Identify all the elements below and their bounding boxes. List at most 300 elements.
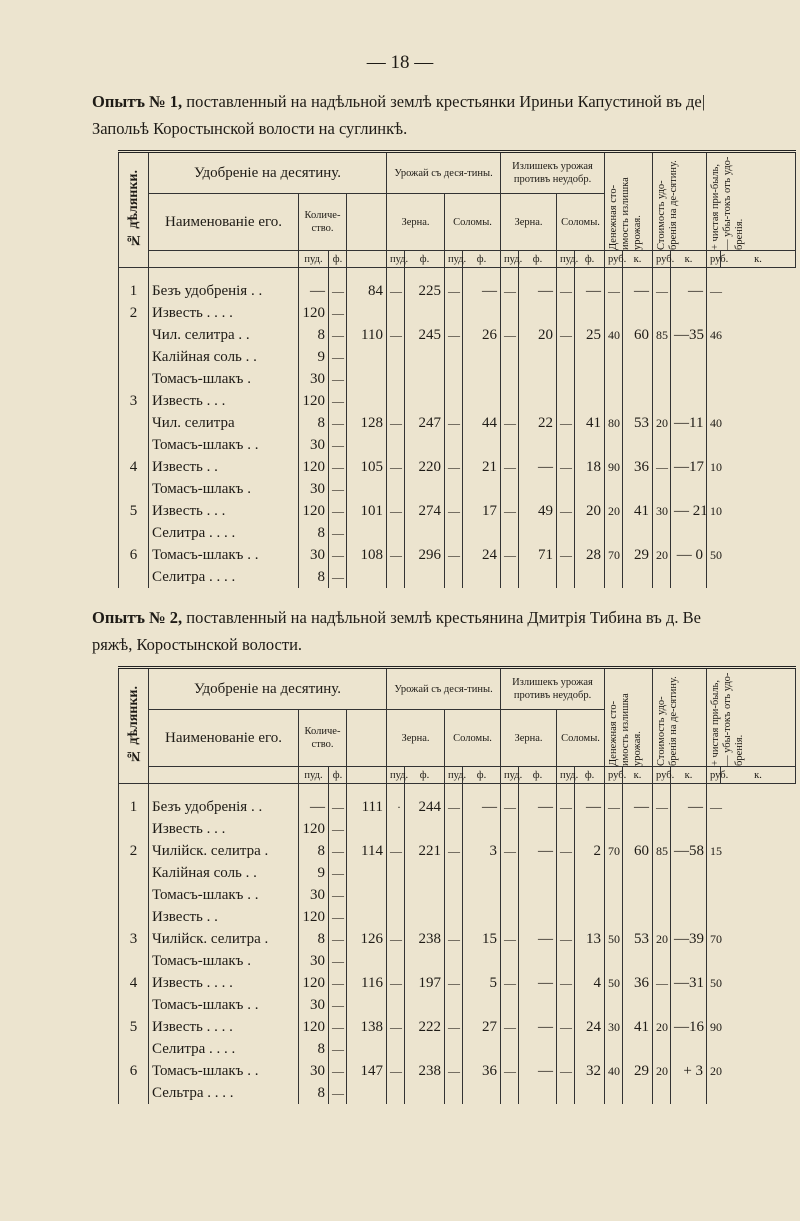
cell-col-2: 30 bbox=[299, 368, 329, 390]
cell-col-7 bbox=[445, 302, 463, 324]
cell-col-14 bbox=[623, 478, 653, 500]
cell-col-0 bbox=[119, 994, 149, 1016]
cell-col-7: — bbox=[445, 972, 463, 994]
cell-col-16: + 3 bbox=[671, 1060, 707, 1082]
gap-cell bbox=[299, 784, 329, 797]
cell-col-5 bbox=[387, 368, 405, 390]
cell-col-7 bbox=[445, 522, 463, 544]
unit-cell-8: пуд. bbox=[501, 767, 519, 784]
cell-col-0 bbox=[119, 906, 149, 928]
cell-col-3: — bbox=[329, 368, 347, 390]
cell-col-5: — bbox=[387, 544, 405, 566]
header-net-profit-label: + чистая при-быль, — убы-токъ отъ удо-бренія. bbox=[710, 672, 746, 766]
cell-col-11 bbox=[557, 434, 575, 456]
cell-col-10 bbox=[519, 906, 557, 928]
cell-col-16: — bbox=[671, 280, 707, 302]
experiment-1-table bbox=[118, 150, 796, 588]
gap-cell bbox=[329, 784, 347, 797]
cell-col-2: 9 bbox=[299, 346, 329, 368]
gap-cell bbox=[671, 784, 707, 797]
cell-col-4 bbox=[347, 368, 387, 390]
cell-col-3: — bbox=[329, 1038, 347, 1060]
header-fertilizer: Удобреніе на десятину. bbox=[149, 668, 387, 710]
cell-col-12: — bbox=[575, 796, 605, 818]
cell-col-14 bbox=[623, 522, 653, 544]
cell-col-7 bbox=[445, 390, 463, 412]
cell-col-14: 29 bbox=[623, 1060, 653, 1082]
cell-col-1: Томасъ-шлакъ . . bbox=[152, 996, 259, 1013]
cell-col-5 bbox=[387, 818, 405, 840]
cell-col-17: 20 bbox=[707, 1060, 721, 1082]
gap-cell bbox=[463, 784, 501, 797]
cell-col-3: — bbox=[329, 1016, 347, 1038]
header-spacer bbox=[347, 194, 387, 251]
cell-col-7 bbox=[445, 566, 463, 588]
cell-col-14: — bbox=[623, 280, 653, 302]
cell-col-4 bbox=[347, 566, 387, 588]
cell-col-8: — bbox=[463, 280, 501, 302]
cell-col-17 bbox=[707, 818, 721, 840]
cell-col-2: 8 bbox=[299, 522, 329, 544]
cell-col-6: 296 bbox=[405, 544, 445, 566]
cell-col-12: 13 bbox=[575, 928, 605, 950]
cell-col-3: — bbox=[329, 928, 347, 950]
cell-col-2: 120 bbox=[299, 1016, 329, 1038]
unit-cell-3 bbox=[347, 251, 387, 268]
table-row bbox=[119, 478, 796, 500]
cell-col-12 bbox=[575, 390, 605, 412]
cell-col-12 bbox=[575, 566, 605, 588]
cell-col-1: Известь . . bbox=[152, 458, 218, 475]
unit-cell-13: к. bbox=[623, 251, 653, 268]
cell-col-11: — bbox=[557, 840, 575, 862]
cell-col-9: — bbox=[501, 324, 519, 346]
cell-col-13 bbox=[605, 368, 623, 390]
table-row bbox=[119, 280, 796, 302]
cell-col-1: Чил. селитра bbox=[152, 414, 235, 431]
cell-col-7: — bbox=[445, 928, 463, 950]
cell-col-6 bbox=[405, 1082, 445, 1104]
header-quantity: Количе-ство. bbox=[299, 194, 347, 251]
table-row bbox=[119, 346, 796, 368]
table-row bbox=[119, 950, 796, 972]
cell-col-13 bbox=[605, 346, 623, 368]
cell-col-9 bbox=[501, 346, 519, 368]
cell-col-17 bbox=[707, 302, 721, 324]
cell-col-4: 138 bbox=[347, 1016, 387, 1038]
cell-col-13 bbox=[605, 884, 623, 906]
cell-col-13: 70 bbox=[605, 840, 623, 862]
cell-col-5 bbox=[387, 346, 405, 368]
gap-cell bbox=[119, 784, 149, 797]
gap-cell bbox=[707, 268, 721, 281]
cell-col-1: Томасъ-шлакъ . bbox=[152, 952, 251, 969]
gap-cell bbox=[575, 268, 605, 281]
header-surplus-straw: Соломы. bbox=[557, 710, 605, 767]
cell-col-9: — bbox=[501, 840, 519, 862]
cell-col-11: — bbox=[557, 1016, 575, 1038]
cell-col-7: — bbox=[445, 1016, 463, 1038]
cell-col-12 bbox=[575, 368, 605, 390]
cell-col-10 bbox=[519, 884, 557, 906]
unit-cell-14: руб. bbox=[653, 767, 671, 784]
gap-cell bbox=[605, 268, 623, 281]
table-row bbox=[119, 544, 796, 566]
cell-col-17: 10 bbox=[707, 500, 721, 522]
cell-col-14 bbox=[623, 390, 653, 412]
header-money-value-label: Денежная сто-имость излишка урожая. bbox=[608, 692, 644, 766]
cell-col-12: 25 bbox=[575, 324, 605, 346]
cell-col-8: 5 bbox=[463, 972, 501, 994]
cell-col-6 bbox=[405, 862, 445, 884]
cell-col-16 bbox=[671, 818, 707, 840]
cell-col-5 bbox=[387, 1082, 405, 1104]
cell-col-17 bbox=[707, 566, 721, 588]
cell-col-7: — bbox=[445, 324, 463, 346]
cell-col-1: Томасъ-шлакъ . . bbox=[152, 436, 259, 453]
cell-col-17 bbox=[707, 478, 721, 500]
cell-col-14 bbox=[623, 434, 653, 456]
cell-col-10 bbox=[519, 302, 557, 324]
cell-col-16 bbox=[671, 1038, 707, 1060]
cell-col-15 bbox=[653, 302, 671, 324]
cell-col-12 bbox=[575, 950, 605, 972]
cell-col-2: 30 bbox=[299, 950, 329, 972]
unit-cell-15: к. bbox=[671, 767, 707, 784]
cell-col-9: — bbox=[501, 412, 519, 434]
cell-col-9 bbox=[501, 302, 519, 324]
cell-col-17 bbox=[707, 434, 721, 456]
cell-col-11 bbox=[557, 1082, 575, 1104]
cell-col-10: — bbox=[519, 1016, 557, 1038]
cell-col-5 bbox=[387, 994, 405, 1016]
cell-col-14 bbox=[623, 566, 653, 588]
cell-col-17: 40 bbox=[707, 412, 721, 434]
header-money-value bbox=[605, 152, 653, 251]
header-plot-number bbox=[119, 668, 149, 784]
cell-col-13: 90 bbox=[605, 456, 623, 478]
table-row bbox=[119, 456, 796, 478]
gap-cell bbox=[149, 268, 299, 281]
cell-col-2: 8 bbox=[299, 928, 329, 950]
cell-col-5 bbox=[387, 884, 405, 906]
gap-cell bbox=[653, 268, 671, 281]
unit-cell-12: руб. bbox=[605, 251, 623, 268]
cell-col-11 bbox=[557, 950, 575, 972]
cell-col-2: 120 bbox=[299, 906, 329, 928]
cell-col-14 bbox=[623, 302, 653, 324]
cell-col-7: — bbox=[445, 1060, 463, 1082]
cell-col-9: — bbox=[501, 1016, 519, 1038]
cell-col-15: 20 bbox=[653, 412, 671, 434]
header-surplus-straw: Соломы. bbox=[557, 194, 605, 251]
cell-col-12: 32 bbox=[575, 1060, 605, 1082]
cell-col-6: 197 bbox=[405, 972, 445, 994]
cell-col-13 bbox=[605, 818, 623, 840]
cell-col-15 bbox=[653, 884, 671, 906]
cell-col-1: Чилійск. селитра . bbox=[152, 842, 269, 859]
cell-col-11: — bbox=[557, 928, 575, 950]
unit-cell-4: пуд. bbox=[387, 251, 405, 268]
cell-col-15 bbox=[653, 522, 671, 544]
cell-col-13: — bbox=[605, 796, 623, 818]
cell-col-10: 49 bbox=[519, 500, 557, 522]
experiment-1-lead: Опытъ № 1, bbox=[92, 92, 183, 111]
unit-cell-11: ф. bbox=[575, 251, 605, 268]
cell-col-4: 128 bbox=[347, 412, 387, 434]
cell-col-6 bbox=[405, 566, 445, 588]
cell-col-2: 8 bbox=[299, 840, 329, 862]
cell-col-1: Томасъ-шлакъ . bbox=[152, 370, 251, 387]
cell-col-5 bbox=[387, 390, 405, 412]
cell-col-9 bbox=[501, 862, 519, 884]
header-money-value-label: Денежная сто-имость излишка урожая. bbox=[608, 176, 644, 250]
cell-col-8: 17 bbox=[463, 500, 501, 522]
cell-col-3: — bbox=[329, 500, 347, 522]
cell-col-10: — bbox=[519, 280, 557, 302]
gap-cell bbox=[387, 268, 405, 281]
cell-col-7 bbox=[445, 368, 463, 390]
cell-col-2: — bbox=[299, 796, 329, 818]
gap-cell bbox=[557, 268, 575, 281]
cell-col-0 bbox=[119, 324, 149, 346]
cell-col-14 bbox=[623, 884, 653, 906]
cell-col-0: 4 bbox=[119, 456, 149, 478]
cell-col-3: — bbox=[329, 972, 347, 994]
cell-col-12 bbox=[575, 994, 605, 1016]
cell-col-5 bbox=[387, 302, 405, 324]
cell-col-9 bbox=[501, 566, 519, 588]
header-fertilizer-cost-label: Стоимость удо-бренія на де-сятину. bbox=[656, 159, 680, 250]
cell-col-5: — bbox=[387, 412, 405, 434]
cell-col-8 bbox=[463, 368, 501, 390]
table-row bbox=[119, 840, 796, 862]
cell-col-3: — bbox=[329, 544, 347, 566]
cell-col-6 bbox=[405, 302, 445, 324]
gap-cell bbox=[405, 784, 445, 797]
cell-col-6: 274 bbox=[405, 500, 445, 522]
cell-col-1: Известь . . . bbox=[152, 502, 226, 519]
cell-col-10: 20 bbox=[519, 324, 557, 346]
gap-cell bbox=[149, 784, 299, 797]
table-row bbox=[119, 906, 796, 928]
cell-col-0 bbox=[119, 566, 149, 588]
cell-col-4 bbox=[347, 346, 387, 368]
unit-cell-1: пуд. bbox=[299, 251, 329, 268]
cell-col-3: — bbox=[329, 994, 347, 1016]
cell-col-4 bbox=[347, 994, 387, 1016]
table-row bbox=[119, 1016, 796, 1038]
cell-col-11 bbox=[557, 478, 575, 500]
cell-col-11: — bbox=[557, 456, 575, 478]
cell-col-16 bbox=[671, 862, 707, 884]
header-surplus: Излишекъ урожая противъ неудобр. bbox=[501, 668, 605, 710]
cell-col-12: 28 bbox=[575, 544, 605, 566]
cell-col-3: — bbox=[329, 478, 347, 500]
gap-cell bbox=[463, 268, 501, 281]
cell-col-5: — bbox=[387, 972, 405, 994]
table-row bbox=[119, 412, 796, 434]
cell-col-6: 222 bbox=[405, 1016, 445, 1038]
cell-col-2: 8 bbox=[299, 324, 329, 346]
cell-col-17: — bbox=[707, 796, 721, 818]
cell-col-3: — bbox=[329, 862, 347, 884]
cell-col-11: — bbox=[557, 544, 575, 566]
cell-col-2: 30 bbox=[299, 994, 329, 1016]
cell-col-0: 2 bbox=[119, 840, 149, 862]
cell-col-2: — bbox=[299, 280, 329, 302]
unit-cell-1: пуд. bbox=[299, 767, 329, 784]
cell-col-0: 1 bbox=[119, 796, 149, 818]
cell-col-17 bbox=[707, 346, 721, 368]
cell-col-9: — bbox=[501, 972, 519, 994]
unit-cell-9: ф. bbox=[519, 767, 557, 784]
cell-col-16: —31 bbox=[671, 972, 707, 994]
cell-col-15 bbox=[653, 434, 671, 456]
header-net-profit bbox=[707, 152, 796, 251]
cell-col-16: —39 bbox=[671, 928, 707, 950]
cell-col-13 bbox=[605, 522, 623, 544]
cell-col-11 bbox=[557, 346, 575, 368]
cell-col-12 bbox=[575, 478, 605, 500]
cell-col-2: 120 bbox=[299, 818, 329, 840]
cell-col-3: — bbox=[329, 456, 347, 478]
cell-col-10: — bbox=[519, 928, 557, 950]
cell-col-1: Чилійск. селитра . bbox=[152, 930, 269, 947]
cell-col-12 bbox=[575, 884, 605, 906]
cell-col-10 bbox=[519, 368, 557, 390]
cell-col-13: 50 bbox=[605, 972, 623, 994]
table-row bbox=[119, 566, 796, 588]
cell-col-9: — bbox=[501, 544, 519, 566]
cell-col-0 bbox=[119, 434, 149, 456]
cell-col-9 bbox=[501, 994, 519, 1016]
experiment-1-title bbox=[92, 88, 792, 142]
cell-col-11: — bbox=[557, 972, 575, 994]
gap-cell bbox=[557, 784, 575, 797]
cell-col-15: — bbox=[653, 796, 671, 818]
cell-col-12: 41 bbox=[575, 412, 605, 434]
header-harvest: Урожай съ деся-тины. bbox=[387, 152, 501, 194]
cell-col-11: — bbox=[557, 500, 575, 522]
cell-col-16 bbox=[671, 884, 707, 906]
cell-col-2: 30 bbox=[299, 544, 329, 566]
cell-col-2: 120 bbox=[299, 500, 329, 522]
cell-col-2: 8 bbox=[299, 566, 329, 588]
cell-col-12 bbox=[575, 1082, 605, 1104]
cell-col-17 bbox=[707, 522, 721, 544]
cell-col-11 bbox=[557, 390, 575, 412]
cell-col-7: — bbox=[445, 796, 463, 818]
cell-col-15: — bbox=[653, 280, 671, 302]
cell-col-14: 60 bbox=[623, 324, 653, 346]
page-number: — 18 — bbox=[366, 52, 434, 73]
cell-col-16 bbox=[671, 566, 707, 588]
cell-col-4: 114 bbox=[347, 840, 387, 862]
table-row bbox=[119, 434, 796, 456]
cell-col-10 bbox=[519, 1038, 557, 1060]
cell-col-15 bbox=[653, 1038, 671, 1060]
cell-col-1: Томасъ-шлакъ . . bbox=[152, 1062, 259, 1079]
cell-col-1: Калійная соль . . bbox=[152, 864, 257, 881]
cell-col-9 bbox=[501, 478, 519, 500]
cell-col-6 bbox=[405, 1038, 445, 1060]
table-row bbox=[119, 928, 796, 950]
cell-col-11 bbox=[557, 1038, 575, 1060]
cell-col-15: 20 bbox=[653, 928, 671, 950]
cell-col-3: — bbox=[329, 566, 347, 588]
unit-cell-12: руб. bbox=[605, 767, 623, 784]
cell-col-16 bbox=[671, 390, 707, 412]
unit-cell-3 bbox=[347, 767, 387, 784]
experiment-1-title-rest: поставленный на надѣльной землѣ крестьянки Ириньи Капустиной въ де| bbox=[186, 92, 706, 111]
gap-cell bbox=[329, 268, 347, 281]
cell-col-8: — bbox=[463, 796, 501, 818]
cell-col-4 bbox=[347, 434, 387, 456]
cell-col-13: 70 bbox=[605, 544, 623, 566]
cell-col-4 bbox=[347, 522, 387, 544]
unit-cell-15: к. bbox=[671, 251, 707, 268]
cell-col-7: — bbox=[445, 544, 463, 566]
cell-col-7 bbox=[445, 994, 463, 1016]
cell-col-0 bbox=[119, 478, 149, 500]
cell-col-17: 10 bbox=[707, 456, 721, 478]
cell-col-10: — bbox=[519, 796, 557, 818]
cell-col-13: 40 bbox=[605, 1060, 623, 1082]
header-fertilizer-cost bbox=[653, 668, 707, 767]
cell-col-5 bbox=[387, 522, 405, 544]
cell-col-12: 20 bbox=[575, 500, 605, 522]
cell-col-10 bbox=[519, 862, 557, 884]
cell-col-13 bbox=[605, 1082, 623, 1104]
gap-cell bbox=[501, 784, 519, 797]
cell-col-6 bbox=[405, 906, 445, 928]
table-row bbox=[119, 324, 796, 346]
header-name: Наименованіе его. bbox=[149, 194, 299, 251]
cell-col-5: — bbox=[387, 324, 405, 346]
cell-col-9: — bbox=[501, 500, 519, 522]
cell-col-6 bbox=[405, 522, 445, 544]
cell-col-1: Селитра . . . . bbox=[152, 568, 236, 585]
experiment-1-title-line2: Запольѣ Коростынской волости на суглинкѣ. bbox=[92, 119, 408, 138]
cell-col-5 bbox=[387, 1038, 405, 1060]
unit-cell-10: пуд. bbox=[557, 767, 575, 784]
cell-col-0: 3 bbox=[119, 390, 149, 412]
cell-col-9 bbox=[501, 906, 519, 928]
cell-col-9 bbox=[501, 368, 519, 390]
cell-col-17: 46 bbox=[707, 324, 721, 346]
cell-col-17 bbox=[707, 862, 721, 884]
cell-col-0 bbox=[119, 884, 149, 906]
cell-col-7 bbox=[445, 1082, 463, 1104]
cell-col-14: 36 bbox=[623, 456, 653, 478]
gap-cell bbox=[671, 268, 707, 281]
header-grain: Зерна. bbox=[387, 710, 445, 767]
cell-col-10 bbox=[519, 994, 557, 1016]
cell-col-4 bbox=[347, 1082, 387, 1104]
gap-cell bbox=[501, 268, 519, 281]
cell-col-6 bbox=[405, 478, 445, 500]
cell-col-9 bbox=[501, 818, 519, 840]
cell-col-8 bbox=[463, 884, 501, 906]
cell-col-10 bbox=[519, 818, 557, 840]
cell-col-8 bbox=[463, 478, 501, 500]
cell-col-3: — bbox=[329, 840, 347, 862]
gap-cell bbox=[347, 784, 387, 797]
cell-col-17 bbox=[707, 368, 721, 390]
cell-col-12: 18 bbox=[575, 456, 605, 478]
cell-col-14 bbox=[623, 950, 653, 972]
